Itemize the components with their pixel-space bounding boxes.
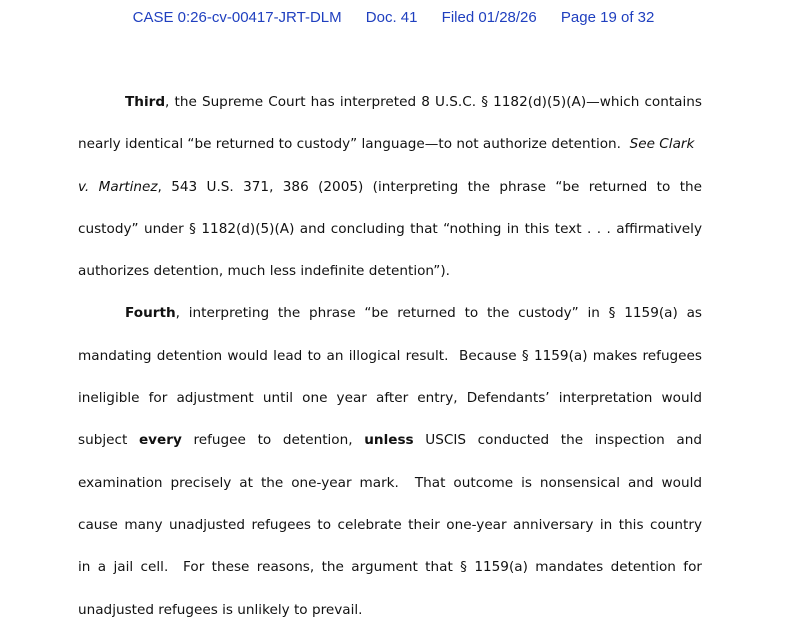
case-name-italic: v. Martinez xyxy=(78,178,158,195)
paragraph-fourth-line-1 xyxy=(78,299,702,341)
paragraph-fourth-line-3: ineligible for adjustment until one year after entry, Defendants’ interpretation would xyxy=(78,390,702,407)
paragraph-fourth-line-5: examination precisely at the one-year mark. That outcome is nonsensical and would xyxy=(78,474,702,491)
page-number: Page 19 of 32 xyxy=(560,9,655,26)
case-number: CASE 0:26-cv-00417-JRT-DLM xyxy=(132,9,342,26)
doc-number: Doc. 41 xyxy=(365,9,418,26)
paragraph-fourth-line-7: in a jail cell. For these reasons, the argument that § 1159(a) mandates detention for xyxy=(78,559,702,576)
paragraph-fourth-line-6: cause many unadjusted refugees to celebrate their one-year anniversary in this country xyxy=(78,516,702,533)
paragraph-third-line-3 xyxy=(78,173,702,215)
paragraph-third-line-4: custody” under § 1182(d)(5)(A) and concluding that “nothing in this text . . . affirmatively xyxy=(78,220,702,237)
paragraph-third-line-2 xyxy=(78,130,702,172)
paragraph-fourth-line-4 xyxy=(78,426,702,468)
document-body xyxy=(78,88,702,638)
text-run: , the Supreme Court has interpreted 8 U.S.C. § 1182(d)(5)(A)—which contains xyxy=(165,94,702,110)
text-run: , 543 U.S. 371, 386 (2005) (interpreting the phrase “be returned to the xyxy=(157,178,702,195)
case-header xyxy=(0,9,787,26)
emphasis-every: every xyxy=(138,432,182,449)
text-run: subject xyxy=(78,432,139,449)
citation-italic: See Clark xyxy=(629,136,695,153)
paragraph-third-line-5: authorizes detention, much less indefinite detention”). xyxy=(78,263,450,280)
text-run: nearly identical “be returned to custody” language—to not authorize detention. xyxy=(78,136,630,153)
text-run: USCIS conducted the inspection and xyxy=(413,432,702,449)
heading-third: Third xyxy=(125,94,166,110)
paragraph-fourth-line-8: unadjusted refugees is unlikely to prevail. xyxy=(78,601,363,618)
paragraph-third-line-1 xyxy=(78,88,702,130)
filed-date: Filed 01/28/26 xyxy=(441,9,537,26)
paragraph-fourth-line-2: mandating detention would lead to an illogical result. Because § 1159(a) makes refugees xyxy=(78,347,702,364)
heading-fourth: Fourth xyxy=(125,305,176,322)
emphasis-unless: unless xyxy=(364,432,414,449)
text-run: , interpreting the phrase “be returned to the custody” in § 1159(a) as xyxy=(175,305,702,322)
text-run: refugee to detention, xyxy=(181,432,365,449)
